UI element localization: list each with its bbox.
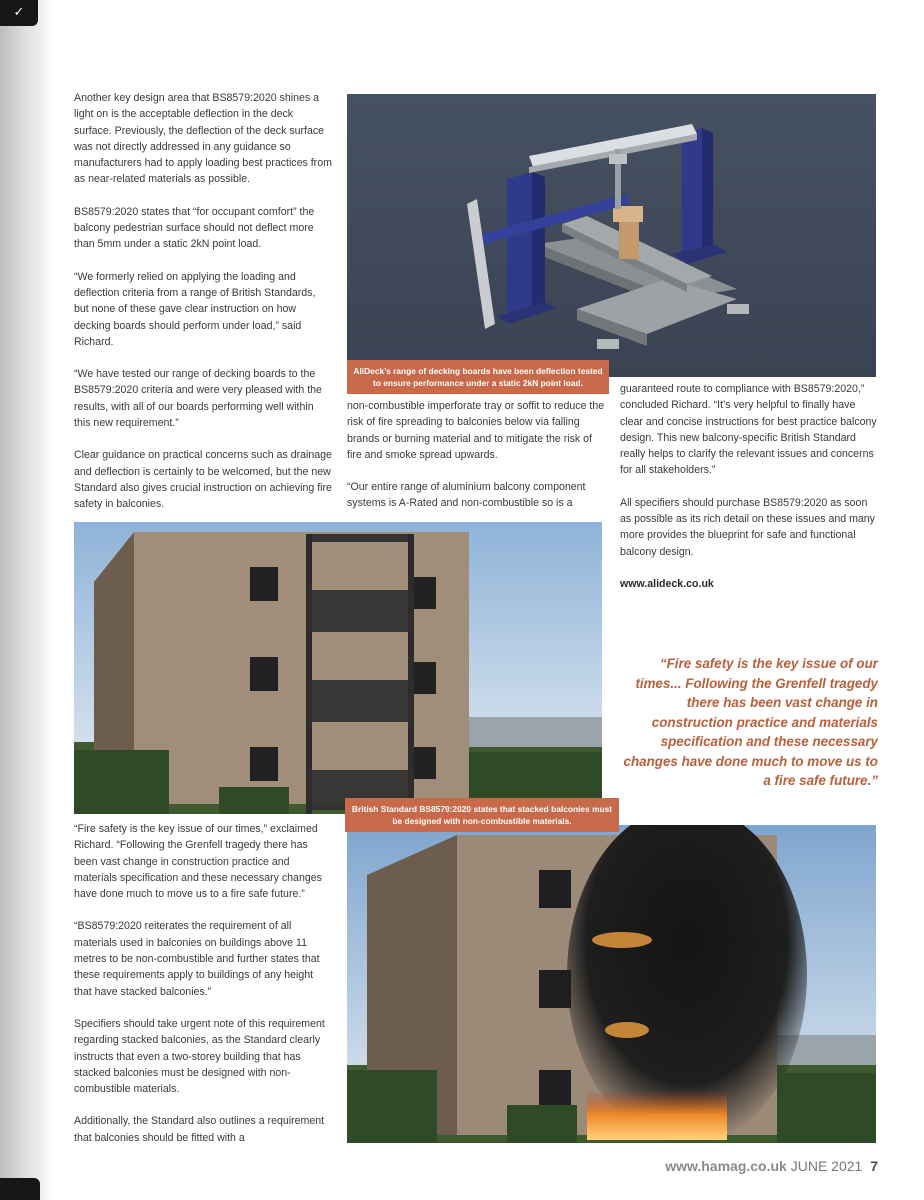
paragraph: BS8579:2020 states that “for occupant comfort” the balcony pedestrian surface should not deflect more than 5mm under a static 2kN point load. [74,205,315,251]
check-icon: ✓ [13,4,25,19]
paragraph: Another key design area that BS8579:2020 shines a light on is the acceptable deflection in the deck surface. Previously, the deflection of the deck surface was not directly addressed in any guidance so manufacturers had to apply loading best practices from as near-related materials as possible. [74,92,332,186]
paragraph: “We have tested our range of decking boards to the BS8579:2020 criteria and were very pleased with the results, with all of our boards performing well within this new requirement.” [74,368,322,430]
paragraph: All specifiers should purchase BS8579:2020 as soon as possible as its rich detail on these issues and many more provides the blueprint for safe and functional balcony design. [620,496,875,558]
paragraph: “Fire safety is the key issue of our times,” exclaimed Richard. “Following the Grenfell tragedy there has been vast change in construction practice and materials specification and these necessary changes have done much to move us to a fire safe future.” [74,823,322,901]
paragraph: non-combustible imperforate tray or soffit to reduce the risk of fire spreading to balconies below via falling brands or burning material and to mitigate the risk of fire and smoke spread upwards. [347,400,605,461]
balcony-building-photo [74,522,602,814]
viewer-corner-tab[interactable] [0,1178,40,1200]
page-shadow [0,0,52,1200]
middle-column [347,398,605,512]
paragraph: Additionally, the Standard also outlines a requirement that balconies should be fitted with a [74,1115,325,1144]
page-footer [665,1158,878,1174]
left-column-bottom [74,821,332,1146]
viewer-corner-button[interactable] [0,0,38,26]
footer-issue: JUNE 2021 [790,1158,863,1174]
fire-building-caption: British Standard BS8579:2020 states that stacked balconies must be designed with non-combustible materials. [345,798,619,832]
right-column [620,381,880,592]
paragraph: “We formerly relied on applying the loading and deflection criteria from a range of British Standards, but none of these gave clear instruction on how decking boards should perform under load,” said Richard. [74,270,316,348]
website-link[interactable]: www.alideck.co.uk [620,577,714,590]
paragraph: “BS8579:2020 reiterates the requirement of all materials used in balconies on buildings above 11 metres to be non-combustible and further states that these requirements apply to buildings of any height that have stacked balconies.” [74,920,320,998]
fire-illustration [347,825,876,1143]
paragraph: Specifiers should take urgent note of this requirement regarding stacked balconies, as the Standard clearly instructs that even a two-storey building that has stacked balconies must be designed with non-combustible materials. [74,1017,325,1096]
page-number: 7 [870,1158,878,1174]
test-rig-photo [347,94,876,377]
pull-quote: “Fire safety is the key issue of our times... Following the Grenfell tragedy there has been vast change in construction practice and materials specification and these necessary changes have done much to move us to a fire safe future.” [623,656,878,788]
paragraph: Clear guidance on practical concerns such as drainage and deflection is certainly to be welcomed, but the new Standard also gives crucial instruction on achieving fire safety in balconies. [74,449,332,511]
test-rig-illustration [347,94,876,377]
footer-website[interactable]: www.hamag.co.uk [665,1158,787,1174]
paragraph: guaranteed route to compliance with BS8579:2020,” concluded Richard. “It’s very helpful to finally have clear and concise instructions for best practice balcony design. This new balcony-specific British Standard really helps to clarify the relevant issues and concerns for all stakeholders.” [620,383,877,477]
test-rig-caption: AliDeck’s range of decking boards have been deflection tested to ensure performance under a static 2kN point load. [347,360,609,394]
left-column-top [74,90,332,513]
paragraph: “Our entire range of aluminium balcony component systems is A-Rated and non-combustible so is a [347,481,586,510]
fire-building-photo [347,825,876,1143]
building-illustration [74,522,602,814]
